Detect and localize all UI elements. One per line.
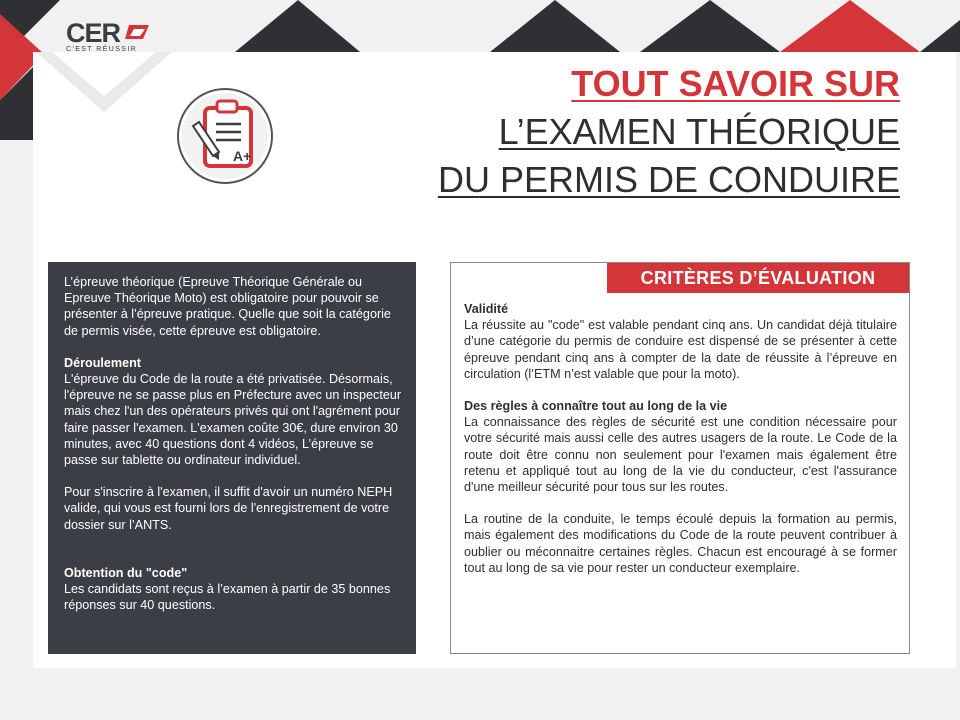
brand-logo-slash-icon [125, 25, 149, 39]
validite-text: La réussite au "code" est valable pendant cinq ans. Un candidat déjà titulaire d’une catégorie du permis de conduire est dispensé de se présenter à cette épreuve pendant cinq ans à compter de la date de réussite à l’épreuve en circulation (l’ETM n’est valable que pour la moto). [464, 318, 897, 381]
regles-heading: Des règles à connaître tout au long de la vie [464, 399, 728, 414]
validite-heading: Validité [464, 302, 509, 316]
page-title [438, 60, 900, 204]
deroulement-text: L'épreuve du Code de la route a été privatisée. Désormais, l'épreuve ne se passe plus en Préfecture avec un inspecteur mais chez l'un des opérateurs privés qui ont l'agrément pour faire passer l'examen. L'examen coûte 30€, dure environ 30 minutes, avec 40 questions dont 4 vidéos, L’épreuve se passe sur tablette ou ordinateur individuel. [64, 372, 402, 468]
regles-text: La connaissance des règles de sécurité est une condition nécessaire pour votre sécurité mais aussi celle des autres usagers de la route. Le Code de la route doit être connu non seulement pour l'examen mais également être retenu et appliqué tout au long de la vie du conducteur, c'est l'assurance d'une meilleur sécurité pour tous sur les routes. [464, 415, 897, 495]
clipboard-grade-icon [175, 86, 275, 186]
intro-text: L’épreuve théorique (Epreuve Théorique Générale ou Epreuve Théorique Moto) est obligatoire pour pouvoir se présenter à l’épreuve pratique. Quelle que soit la catégorie de permis visée, cette épreuve est obligatoire. [64, 275, 391, 338]
title-line-3: DU PERMIS DE CONDUIRE [437, 159, 900, 200]
criteria-content [464, 301, 897, 576]
svg-text:A+: A+ [233, 148, 252, 164]
title-line-2: L’EXAMEN THÉORIQUE [498, 111, 900, 152]
brand-tagline: C'EST RÉUSSIR [66, 46, 138, 53]
obtention-text: Les candidats sont reçus à l’examen à partir de 35 bonnes réponses sur 40 questions. [64, 582, 391, 613]
obtention-heading: Obtention du "code" [64, 565, 188, 580]
criteria-panel [450, 262, 910, 654]
deroulement-heading: Déroulement [64, 355, 141, 370]
routine-text: La routine de la conduite, le temps écoulé depuis la formation au permis, mais également des modifications du Code de la route peuvent contribuer à oublier ou méconnaitre certaines règles. Chacun est encouragé à se former tout au long de sa vie pour rester un conducteur exemplaire. [464, 512, 897, 575]
title-line-1: TOUT SAVOIR SUR [571, 63, 900, 104]
info-panel-left [48, 262, 416, 654]
criteria-header: CRITÈRES D’ÉVALUATION [607, 263, 909, 293]
brand-logo-text: CER [66, 18, 121, 48]
inscription-text: Pour s'inscrire à l'examen, il suffit d'avoir un numéro NEPH valide, qui vous est fourni lors de l'enregistrement de votre dossier sur l’ANTS. [64, 485, 393, 532]
